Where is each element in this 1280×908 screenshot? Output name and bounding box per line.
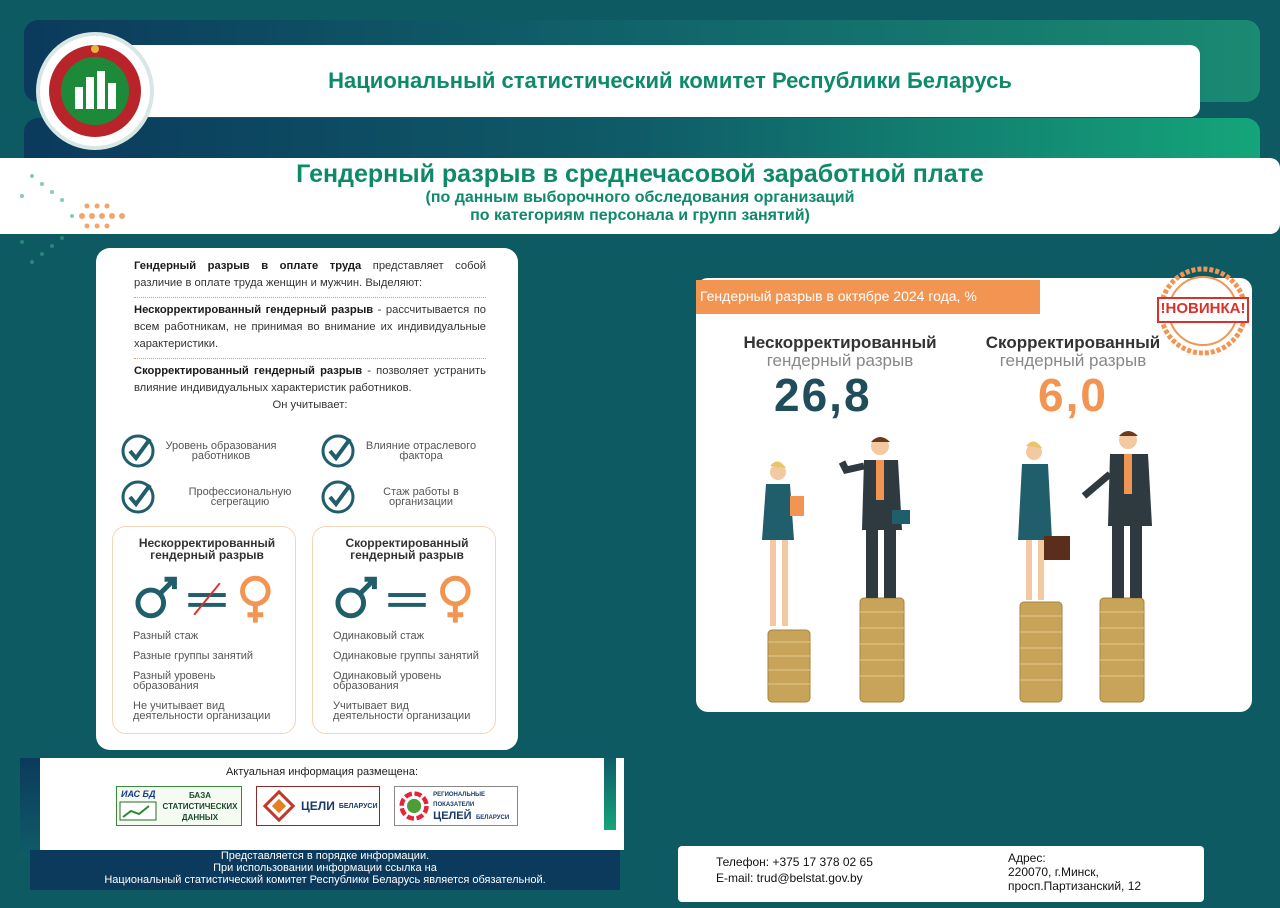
unadjusted-list xyxy=(133,631,281,721)
footer-line: Национальный статистический комитет Республики Беларусь является обязательной. xyxy=(104,874,546,886)
adjusted-heading-bold: Скорректированный xyxy=(985,333,1161,352)
definition-general xyxy=(134,258,486,292)
regional-sub: БЕЛАРУСИ xyxy=(475,814,510,821)
sources-left-bar xyxy=(20,758,40,858)
list-item: Одинаковые группы занятий xyxy=(333,650,479,662)
footer-line: Представляется в порядке информации. xyxy=(220,850,430,862)
list-item: Не учитывает вид деятельности организации xyxy=(133,700,271,722)
list-item: Разный уровень образования xyxy=(133,670,216,692)
definitions-card xyxy=(96,248,518,750)
factor-label: Профессиональную сегрегацию xyxy=(188,486,292,508)
page-title: Гендерный разрыв в среднечасовой заработной плате xyxy=(296,160,984,188)
contact-address-label: Адрес: xyxy=(1008,851,1046,865)
considers-label: Он учитывает: xyxy=(272,399,348,411)
adjusted-box xyxy=(312,526,496,734)
chart-icon xyxy=(117,788,161,824)
term-gap-text: представляет собой различие в оплате труда женщин и мужчин. Выделяют: xyxy=(134,260,486,289)
footer-line: При использовании информации ссылка на xyxy=(213,862,437,874)
check-icon xyxy=(320,479,356,515)
factor-item xyxy=(120,479,310,515)
list-item: Разные группы занятий xyxy=(133,650,254,662)
ias-bd-logo[interactable] xyxy=(116,786,242,826)
unadjusted-value: 26,8 xyxy=(774,369,872,421)
contact-address-line1: 220070, г.Минск, xyxy=(1008,865,1099,879)
list-item: Учитывает вид деятельности организации xyxy=(333,700,471,722)
new-badge-label: !НОВИНКА! xyxy=(1160,300,1246,317)
contact-email[interactable]: E-mail: trud@belstat.gov.by xyxy=(716,871,863,885)
list-item: Одинаковый стаж xyxy=(333,630,424,642)
factor-label: Влияние отраслевого фактора xyxy=(365,440,477,462)
term-adjusted-text: - позволяет устранить влияние индивидуальных характеристик работников. xyxy=(134,365,487,394)
goals-belarus-logo[interactable] xyxy=(256,786,380,826)
factor-item xyxy=(120,433,286,469)
header-card xyxy=(100,45,1200,117)
list-item: Разный стаж xyxy=(133,630,199,642)
org-name: Национальный статистический комитет Республики Беларусь xyxy=(328,68,1012,93)
ias-bd-label: БАЗА СТАТИСТИЧЕСКИХ ДАННЫХ xyxy=(162,790,238,822)
term-unadjusted: Нескорректированный гендерный разрыв xyxy=(134,304,374,316)
contact-address-line2: просп.Партизанский, 12 xyxy=(1008,879,1142,893)
unadjusted-heading xyxy=(740,334,940,370)
not-equal-symbols xyxy=(133,569,281,625)
adjusted-heading-sub: гендерный разрыв xyxy=(999,351,1147,370)
goals-label: ЦЕЛИ xyxy=(301,799,335,813)
divider xyxy=(134,297,486,298)
factor-item xyxy=(320,433,486,469)
regional-top: РЕГИОНАЛЬНЫЕ ПОКАЗАТЕЛИ xyxy=(433,791,486,808)
footer-note xyxy=(30,850,620,890)
divider xyxy=(134,358,486,359)
sources-caption: Актуальная информация размещена: xyxy=(225,766,419,778)
unadjusted-illustration xyxy=(740,430,940,704)
ornament-icon xyxy=(261,788,297,824)
sources-right-bar xyxy=(604,758,616,830)
regional-label: ЦЕЛЕЙ xyxy=(433,809,472,822)
regional-goals-logo[interactable] xyxy=(394,786,518,826)
term-unadjusted-text: - рассчитывается по всем работникам, не принимая во внимание их индивидуальные характеристики. xyxy=(134,304,486,350)
contacts-card xyxy=(678,846,1204,902)
term-adjusted: Скорректированный гендерный разрыв xyxy=(134,365,363,377)
definition-adjusted xyxy=(134,363,486,397)
list-item: Одинаковый уровень образования xyxy=(333,670,442,692)
page-subtitle-2: по категориям персонала и групп занятий) xyxy=(470,207,810,224)
adjusted-illustration xyxy=(1000,430,1200,704)
check-icon xyxy=(120,433,156,469)
adjusted-list xyxy=(333,631,481,721)
check-icon xyxy=(120,479,156,515)
check-icon xyxy=(320,433,356,469)
factor-label: Уровень образования работников xyxy=(165,440,277,462)
definition-unadjusted xyxy=(134,302,486,353)
equal-symbols xyxy=(333,569,481,625)
unadjusted-title: Нескорректированный гендерный разрыв xyxy=(138,536,276,562)
unadjusted-heading-bold: Нескорректированный xyxy=(743,333,937,352)
contact-phone[interactable]: Телефон: +375 17 378 02 65 xyxy=(716,855,873,869)
sdg-wheel-icon xyxy=(399,789,429,823)
title-bar xyxy=(0,158,1280,234)
unadjusted-box xyxy=(112,526,296,734)
adjusted-title: Скорректированный гендерный разрыв xyxy=(345,536,469,562)
adjusted-value: 6,0 xyxy=(1038,369,1108,421)
term-gap: Гендерный разрыв в оплате труда xyxy=(134,260,362,272)
unadjusted-heading-sub: гендерный разрыв xyxy=(766,351,914,370)
page-subtitle-1: (по данным выборочного обследования организаций xyxy=(425,189,855,206)
gap-period-label: Гендерный разрыв в октябре 2024 года, % xyxy=(696,280,1040,314)
factor-label: Стаж работы в организации xyxy=(383,486,459,508)
factor-item xyxy=(320,479,486,515)
emblem-logo xyxy=(36,32,154,150)
ias-bd-tag: ИАС БД xyxy=(121,789,156,799)
goals-sub: БЕЛАРУСИ xyxy=(338,802,378,810)
adjusted-heading xyxy=(978,334,1168,370)
